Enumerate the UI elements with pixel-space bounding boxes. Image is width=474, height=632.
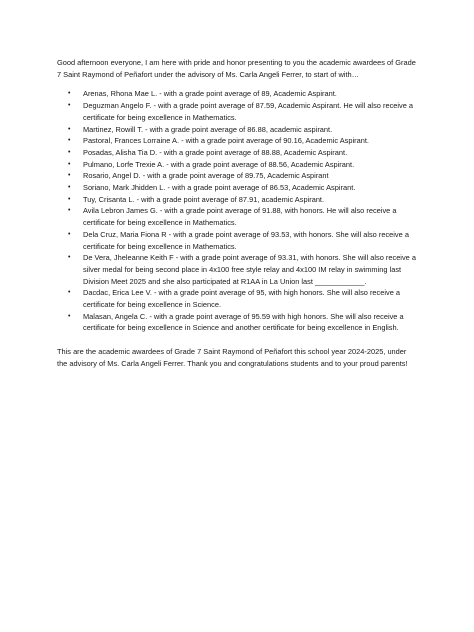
- list-item: [57, 100, 417, 123]
- list-item: [57, 287, 417, 310]
- awardee-text: Tuy, Crisanta L. - with a grade point average of 87.91, academic Aspirant.: [83, 194, 325, 204]
- awardee-text: Soriano, Mark Jhidden L. - with a grade point average of 86.53, Academic Aspirant.: [83, 183, 356, 193]
- list-item: [57, 88, 417, 100]
- bullet-icon: •: [68, 195, 71, 203]
- list-item: [57, 124, 417, 136]
- list-item: [57, 205, 417, 228]
- awardee-text: Pulmano, Lorfe Trexie A. - with a grade point average of 88.56, Academic Aspirant.: [83, 159, 355, 169]
- intro-paragraph: Good afternoon everyone, I am here with pride and honor presenting to you the academic awardees of Grade 7 Saint Raymond of Peñafort under the advisory of Ms. Carla Angeli Ferrer, to start of with…: [57, 58, 416, 79]
- awardee-text: Dacdac, Erica Lee V. - with a grade point average of 95, with high honors. She will also receive a certificate for being excellence in Science.: [83, 288, 401, 310]
- closing-paragraph: This are the academic awardees of Grade 7 Saint Raymond of Peñafort this school year 2024-2025, under the advisory of Ms. Carla Angeli Ferrer. Thank you and congratulations students and to your proud parents!: [57, 347, 408, 368]
- list-item: [57, 182, 417, 194]
- list-item: [57, 170, 417, 182]
- awardees-list: [57, 88, 417, 334]
- list-item: [57, 229, 417, 252]
- bullet-icon: •: [68, 137, 71, 145]
- bullet-icon: •: [68, 254, 71, 262]
- bullet-icon: •: [68, 102, 71, 110]
- awardee-text: Rosario, Angel D. - with a grade point average of 89.75, Academic Aspirant: [83, 171, 329, 181]
- awardee-text: Posadas, Alisha Tia D. - with a grade point average of 88.88, Academic Aspirant.: [83, 147, 348, 157]
- bullet-icon: •: [68, 148, 71, 156]
- bullet-icon: •: [68, 125, 71, 133]
- list-item: [57, 147, 417, 159]
- list-item: [57, 159, 417, 171]
- awardee-text: De Vera, Jheleanne Keith F - with a grade point average of 93.31, with honors. She will also receive a silver medal for being second place in 4x100 free style relay and 4x100 IM relay in swimming last Division Meet 2025 and she also participated at R1AA in La Union last ____________.: [83, 253, 416, 286]
- bullet-icon: •: [68, 90, 71, 98]
- bullet-icon: •: [68, 312, 71, 320]
- awardee-text: Malasan, Angela C. - with a grade point average of 95.59 with high honors. She will also receive a certificate for being excellence in Science and another certificate for being excellence in English.: [83, 311, 404, 333]
- bullet-icon: •: [68, 207, 71, 215]
- document-body: [57, 57, 417, 370]
- bullet-icon: •: [68, 160, 71, 168]
- awardee-text: Deguzman Angelo F. - with a grade point average of 87.59, Academic Aspirant. He will also receive a certificate for being excellence in Mathematics.: [83, 101, 414, 122]
- list-item: [57, 252, 417, 287]
- awardee-text: Pastoral, Frances Lorraine A. - with a grade point average of 90.16, Academic Aspirant.: [83, 136, 369, 146]
- awardee-text: Arenas, Rhona Mae L. - with a grade point average of 89, Academic Aspirant.: [83, 89, 337, 99]
- list-item: [57, 135, 417, 147]
- awardee-text: Avila Lebron James G. - with a grade point average of 91.88, with honors. He will also receive a certificate for being excellence in Mathematics.: [83, 206, 397, 228]
- awardee-text: Dela Cruz, Maria Fiona R - with a grade point average of 93.53, with honors. She will also receive a certificate for being excellence in Mathematics.: [83, 229, 409, 251]
- bullet-icon: •: [68, 230, 71, 238]
- list-item: [57, 194, 417, 206]
- bullet-icon: •: [68, 184, 71, 192]
- bullet-icon: •: [68, 289, 71, 297]
- list-item: [57, 311, 417, 334]
- awardee-text: Martinez, Rowill T. - with a grade point average of 86.88, academic aspirant.: [83, 124, 333, 134]
- bullet-icon: •: [68, 172, 71, 180]
